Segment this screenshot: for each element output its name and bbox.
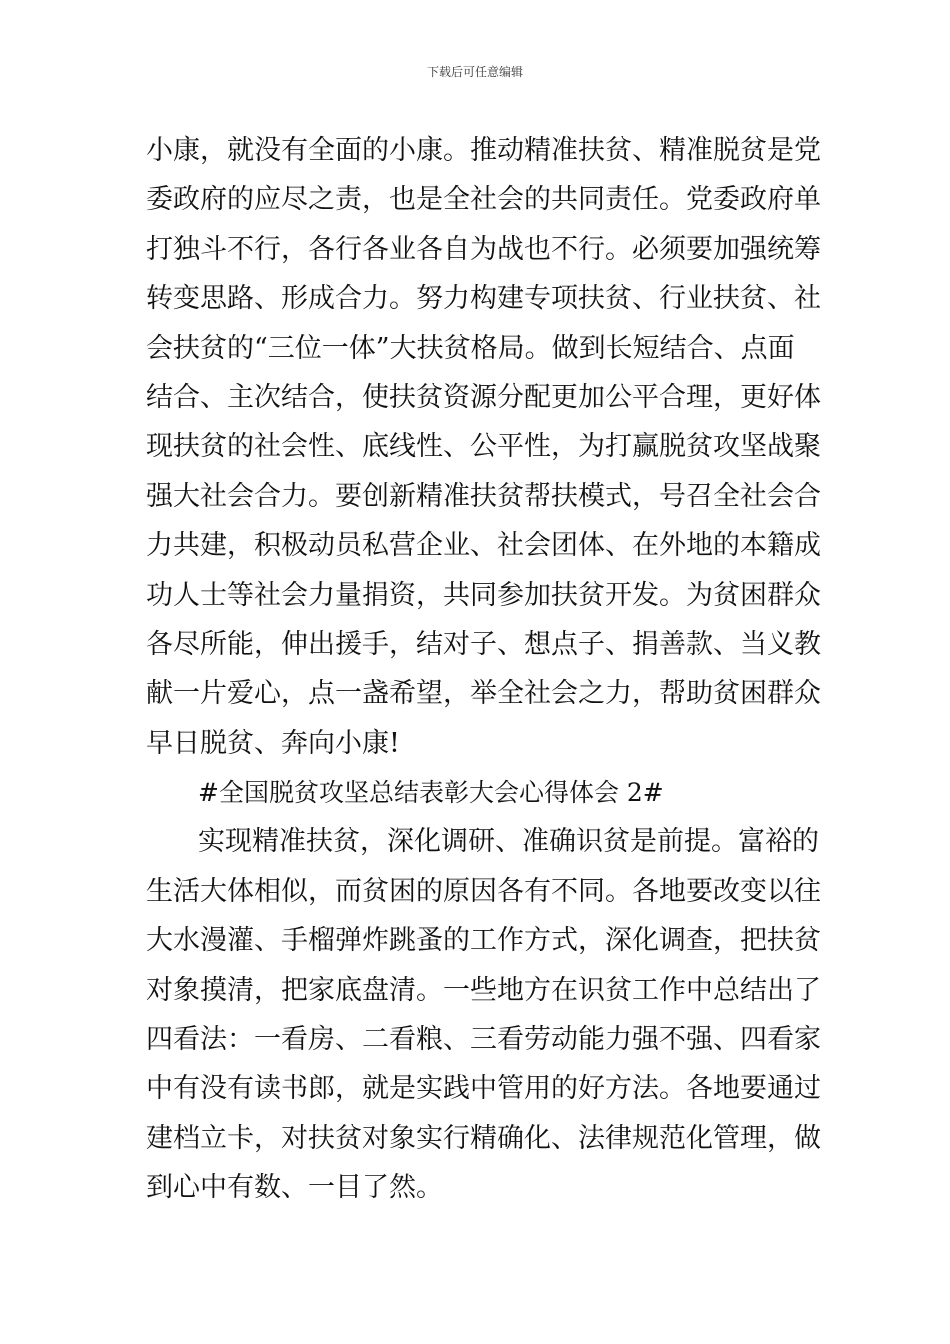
text-line: 生活大体相似，而贫困的原因各有不同。各地要改变以往 (146, 875, 821, 907)
text-line: 结合、主次结合，使扶贫资源分配更加公平合理，更好体 (146, 381, 821, 413)
paragraph-1 (146, 126, 821, 768)
text-line: 对象摸清，把家底盘清。一些地方在识贫工作中总结出了 (146, 974, 821, 1006)
text-line: 力共建，积极动员私营企业、社会团体、在外地的本籍成 (146, 530, 821, 562)
text-line: 转变思路、形成合力。努力构建专项扶贫、行业扶贫、社 (146, 283, 821, 315)
text-line: 现扶贫的社会性、底线性、公平性，为打赢脱贫攻坚战聚 (146, 431, 821, 463)
text-line: 强大社会合力。要创新精准扶贫帮扶模式，号召全社会合 (146, 480, 821, 512)
paragraph-2 (146, 817, 821, 1212)
text-line: 各尽所能，伸出援手，结对子、想点子、捐善款、当义教 (146, 628, 821, 660)
text-line: 打独斗不行，各行各业各自为战也不行。必须要加强统筹 (146, 233, 821, 265)
section-heading: #全国脱贫攻坚总结表彰大会心得体会 2# (198, 778, 664, 808)
text-line: 小康，就没有全面的小康。推动精准扶贫、精准脱贫是党 (146, 135, 821, 166)
text-line: 大水漫灌、手榴弹炸跳蚤的工作方式，深化调查，把扶贫 (146, 925, 821, 957)
text-line: 到心中有数、一目了然。 (146, 1172, 443, 1204)
text-line: 献一片爱心，点一盏希望，举全社会之力，帮助贫困群众 (146, 678, 821, 710)
document-body (146, 126, 821, 1213)
text-line: 功人士等社会力量捐资，共同参加扶贫开发。为贫困群众 (146, 579, 821, 611)
text-line: 实现精准扶贫，深化调研、准确识贫是前提。富裕的 (198, 826, 819, 858)
text-line: 委政府的应尽之责，也是全社会的共同责任。党委政府单 (146, 184, 821, 216)
page-header-note: 下载后可任意编辑 (426, 65, 523, 79)
text-line: 中有没有读书郎，就是实践中管用的好方法。各地要通过 (146, 1073, 821, 1105)
text-line: 建档立卡，对扶贫对象实行精确化、法律规范化管理，做 (146, 1122, 821, 1154)
text-line: 会扶贫的“三位一体”大扶贫格局。做到长短结合、点面 (146, 332, 795, 364)
text-line: 早日脱贫、奔向小康! (146, 727, 400, 759)
text-line: 四看法：一看房、二看粮、三看劳动能力强不强、四看家 (146, 1024, 821, 1056)
